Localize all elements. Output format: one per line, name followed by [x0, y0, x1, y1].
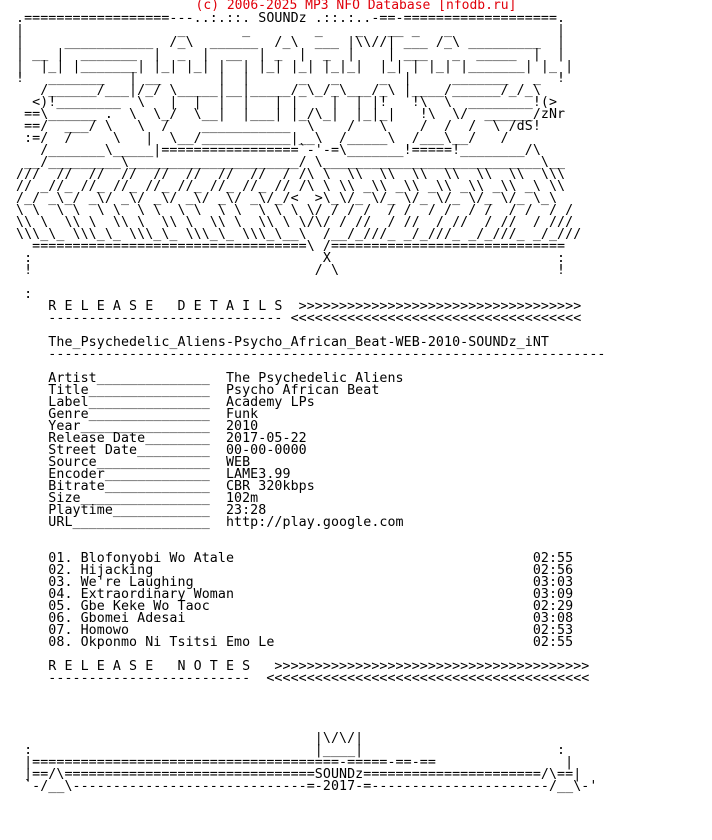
- nfo-line: |======================================-=====-==-== |: [16, 755, 574, 770]
- nfo-line: R E L E A S E D E T A I L S >>>>>>>>>>>>>>>>>>>>>>>>>>>>>>>>>>>: [16, 299, 582, 314]
- nfo-line: 05. Gbe Keke Wo Taoc 02:29: [16, 599, 574, 614]
- site-credit-header: (c) 2006-2025 MP3 NFO Database [nfodb.ru]: [195, 0, 517, 13]
- nfo-line: 08. Okponmo Ni Tsitsi Emo Le 02:55: [16, 635, 574, 650]
- nfo-line: /______/___|/_/ \_____|__|_____/_\_/_\___/_\ |____/______/_/_\: [16, 83, 558, 98]
- nfo-line: : X :: [16, 251, 566, 266]
- nfo-line: <)!________ \ | | | | | | | | |! !\ \ ________!(>: [16, 95, 566, 110]
- nfo-line: ==================================\ /=============================: [16, 239, 566, 254]
- nfo-line: Encoder_____________ LAME3.99: [16, 467, 291, 482]
- nfo-line: 02. Hijacking 02:56: [16, 563, 574, 578]
- nfo-line: Bitrate_____________ CBR 320kbps: [16, 479, 315, 494]
- nfo-line: \\ \ \\ \ \\ \ \\ \ \\ \ \\ \ \/\/ / // / // / // / // / ///: [16, 215, 574, 230]
- nfo-line: /_/ _\_/ _\/ _\/ _\/ _\/ _\/ _\/_/< >\_\/_ \/_ \/_ \/_ \/_ \/_ \_\: [16, 191, 558, 206]
- nfo-line: 06. Gbomei Adesai 03:08: [16, 611, 574, 626]
- nfo-line: .==================---..:.::. SOUNDz .::.:..-==-===================.: [16, 11, 566, 26]
- nfo-line: ==\______ . \ \_/ \__| |___| |_/\_| |_|_| !\ \/ ______/zNr: [16, 107, 566, 122]
- nfo-line: 01. Blofonyobi Wo Atale 02:55: [16, 551, 574, 566]
- nfo-line: R E L E A S E N O T E S >>>>>>>>>>>>>>>>>>>>>>>>>>>>>>>>>>>>>>>: [16, 659, 590, 674]
- nfo-line: : |____| :: [16, 743, 566, 758]
- nfo-line: Year________________ 2010: [16, 419, 259, 434]
- nfo-line: URL_________________ http://play.google.com: [16, 515, 404, 530]
- nfo-line: 07. Homowo 02:53: [16, 623, 574, 638]
- nfo-line: __/_________\_____________________/ \___________________________\__: [16, 155, 566, 170]
- nfo-line: Artist______________ The Psychedelic Aliens: [16, 371, 404, 386]
- nfo-line: :=/ / \ | \__/___________|__\ /_____\ /___\__/ /: [16, 131, 558, 146]
- nfo-line: Size________________ 102m: [16, 491, 259, 506]
- nfo-line: :: [16, 287, 566, 302]
- nfo-line: Source______________ WEB: [16, 455, 251, 470]
- nfo-line: ------------------------- <<<<<<<<<<<<<<<<<<<<<<<<<<<<<<<<<<<<<<<<: [16, 671, 590, 686]
- nfo-line: Genre_______________ Funk: [16, 407, 259, 422]
- nfo-line: Street Date_________ 00-00-0000: [16, 443, 307, 458]
- nfo-line: Label_______________ Academy LPs: [16, 395, 315, 410]
- nfo-line: Playtime____________ 23:28: [16, 503, 267, 518]
- nfo-line: `-/__\-----------------------------=-2017-=----------------------/__\-': [16, 779, 598, 794]
- nfo-line: | |_| |_______| |_| |_| | | |_| |_| |_|_| |_| | |_| |_______| |_ |: [16, 59, 574, 74]
- nfo-line: ! / \ !: [16, 263, 566, 278]
- nfo-line: /// // // // // // // // / /\ \ \\ \\ \\ \\ \\ \\ \\\: [16, 167, 566, 182]
- nfo-line: Release Date________ 2017-05-22: [16, 431, 307, 446]
- nfo-line: |==/\===============================SOUNDz======================/\==|: [16, 767, 582, 782]
- nfo-line: \\\_\_ \\\_\_ \\\_\_ \\\_\_ \\\_\__\ /__/_///_ _/_///_ _/_///_ _/_///: [16, 227, 582, 242]
- nfo-line: |\/\/|: [16, 731, 364, 746]
- nfo-line: 03. We're Laughing 03:03: [16, 575, 574, 590]
- nfo-line: \ \ \ \ \ \ \ \ \ \ \ \ \ \ \ \/ / / / / / / / / / / / / /: [16, 203, 574, 218]
- nfo-line: ! _______ | __ | | _ _ _ | _______ _ !: [16, 71, 566, 86]
- nfo-line: | _ _ _ _ __ _ _ |: [16, 23, 566, 38]
- nfo-line: | __ | _______ | _ | __ | _ | _ | | ___ _ _____ | |: [16, 47, 566, 62]
- nfo-line: /_______\_____|=================`-'-=\_______!=====!________/\: [16, 143, 558, 158]
- nfo-line: Title_______________ Psycho African Beat: [16, 383, 380, 398]
- nfo-ascii-document: [16, 13, 606, 793]
- nfo-line: ---------------------------------------------------------------------: [16, 347, 606, 362]
- nfo-line: | ___________ /_\ ______ /_\ ___ |\\//| ___ /_\ _________ |: [16, 35, 566, 50]
- nfo-line: // _//_ //_ //_ //_ //_ //_ //_ // /\ \ \\ _\\ _\\ _\\ _\\ _\\ _\ \\: [16, 179, 566, 194]
- nfo-line: The_Psychedelic_Aliens-Psycho_African_Beat-WEB-2010-SOUNDz_iNT: [16, 335, 549, 350]
- nfo-line: ----------------------------- <<<<<<<<<<<<<<<<<<<<<<<<<<<<<<<<<<<<: [16, 311, 582, 326]
- nfo-line: ==/ ___/ \ \ / ___________ \ / \ / / / \ /dS!: [16, 119, 558, 134]
- nfo-line: 04. Extraordinary Woman 03:09: [16, 587, 574, 602]
